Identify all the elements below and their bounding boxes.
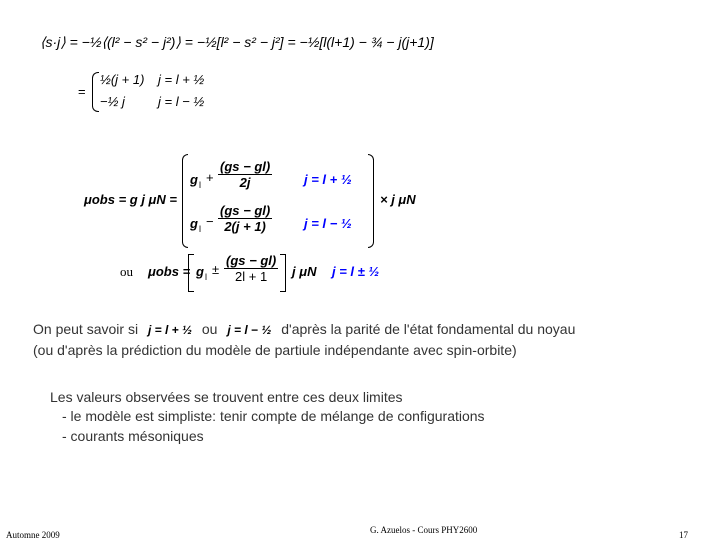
bullet-simpliste: - le modèle est simpliste: tenir compte de mélange de configurations [62, 408, 485, 424]
case2-condition: j = l − ½ [158, 94, 205, 109]
line1-suffix: d'après la parité de l'état fondamental du noyau [281, 321, 576, 337]
case1-condition: j = l + ½ [158, 72, 205, 87]
condition-top: j = l + ½ [304, 172, 352, 187]
g1-top: g [190, 172, 198, 187]
footer-course: G. Azuelos - Cours PHY2600 [370, 525, 478, 535]
fraction-top-numerator: (gs − gl) [220, 159, 271, 174]
line1-ou: ou [201, 321, 218, 337]
general-numerator: (gs − gl) [226, 253, 277, 268]
times-j-muN: × j μN [380, 192, 416, 207]
s-dot-j-line: ⟨s·j⟩ = −½⟨(l² − s² − j²)⟩ = −½[l² − s² − j²] = −½[l(l+1) − ¾ − j(j+1)] [40, 34, 434, 50]
paragraph-limits: Les valeurs observées se trouvent entre ces deux limites [50, 389, 403, 405]
g1-bottom: g [190, 216, 198, 231]
fraction-bottom-numerator: (gs − gl) [220, 203, 271, 218]
line1-cond-b: j = l − ½ [227, 323, 272, 337]
general-right-bracket [280, 254, 286, 292]
page-number: 17 [679, 530, 688, 540]
left-brace [92, 72, 99, 112]
general-left-bracket [188, 254, 194, 292]
general-tail: j μN [292, 264, 317, 279]
general-g1: g [196, 264, 204, 279]
general-condition: j = l ± ½ [332, 264, 380, 279]
equation-s-dot-j [40, 34, 434, 51]
big-right-brace [368, 154, 374, 248]
general-formula: ou μobs = g l ± $\frac{(gs - gl)}{2l + 1}$ j μN j = l ± ½ [120, 254, 420, 294]
fraction-bottom-denominator: 2(j + 1) [224, 219, 266, 234]
general-denominator: 2l + 1 [235, 269, 268, 284]
body-line-2: (ou d'après la prédiction du modèle de partiule indépendante avec spin-orbite) [33, 342, 517, 358]
cases-block: = ½(j + 1) j = l + ½ −½ j j = l − ½ [78, 70, 218, 114]
big-left-brace [182, 154, 188, 248]
body-line-1 [33, 321, 575, 337]
general-fraction [224, 254, 278, 283]
fraction-top-denominator: 2j [239, 175, 251, 190]
mu-obs-short: μobs = [148, 264, 191, 279]
bullet-mesoniques: - courants mésoniques [62, 428, 204, 444]
fraction-top [218, 160, 272, 189]
line1-prefix: On peut savoir si [33, 321, 139, 337]
line1-cond-a: j = l + ½ [147, 323, 192, 337]
mu-obs-lhs: μobs = g j μN = [84, 192, 177, 207]
case1-expression: ½(j + 1) [100, 72, 145, 87]
ou-label: ou [120, 264, 133, 279]
condition-bottom: j = l − ½ [304, 216, 352, 231]
mu-obs-equation: μobs = g j μN = g l + $\frac{(gs - gl)}{2j}$ j = l + ½ g l − $\frac{(gs - gl)}{2(j + 1)}$ j = l − ½ × j μN [84, 150, 424, 250]
fraction-bottom [218, 204, 272, 233]
case2-expression: −½ j [100, 94, 125, 109]
footer-date: Automne 2009 [6, 530, 60, 540]
